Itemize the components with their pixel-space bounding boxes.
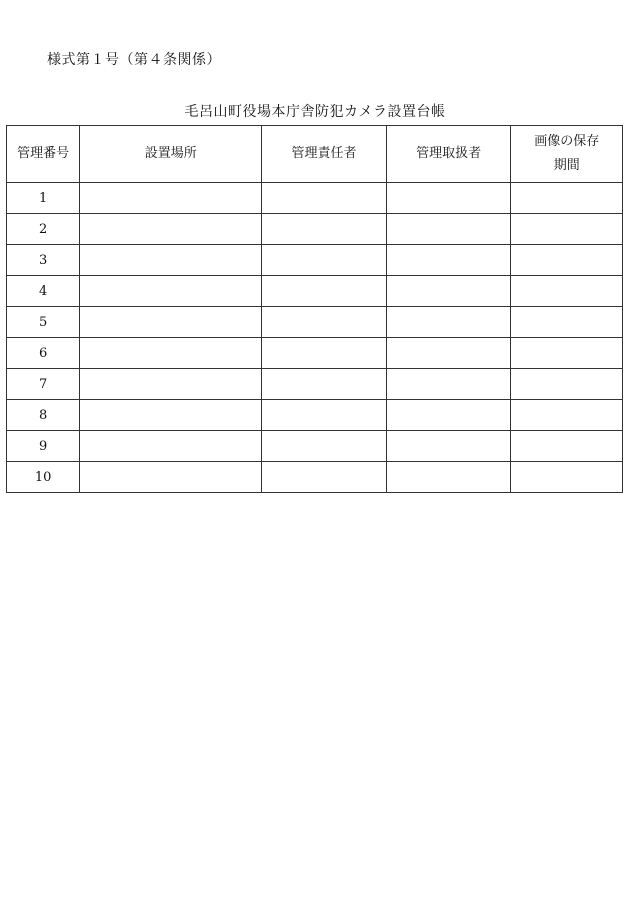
cell-number: 4 [7,276,80,307]
cell-location [80,338,262,369]
cell-responsible [262,369,387,400]
cell-retention [511,462,623,493]
cell-responsible [262,400,387,431]
header-installation-location: 設置場所 [80,126,262,183]
cell-handler [386,307,511,338]
table-row [7,183,623,214]
cell-responsible [262,245,387,276]
form-number: 様式第１号（第４条関係） [47,52,221,68]
table-row [7,369,623,400]
table-row [7,307,623,338]
cell-responsible [262,183,387,214]
table-row [7,338,623,369]
cell-handler [386,338,511,369]
cell-responsible [262,307,387,338]
table-row [7,276,623,307]
cell-retention [511,338,623,369]
table-row [7,245,623,276]
cell-responsible [262,214,387,245]
cell-handler [386,245,511,276]
cell-location [80,431,262,462]
header-retention-line1: 画像の保存 [534,134,600,149]
cell-location [80,245,262,276]
cell-retention [511,431,623,462]
cell-number: 5 [7,307,80,338]
table-row [7,214,623,245]
document-title: 毛呂山町役場本庁舎防犯カメラ設置台帳 [184,104,446,120]
header-retention-line2: 期間 [553,158,580,173]
cell-retention [511,183,623,214]
table-row [7,462,623,493]
cell-handler [386,276,511,307]
cell-location [80,307,262,338]
cell-retention [511,214,623,245]
cell-location [80,276,262,307]
cell-handler [386,431,511,462]
table-header-row [7,126,623,183]
table-row [7,400,623,431]
cell-responsible [262,276,387,307]
cell-number: 3 [7,245,80,276]
cell-location [80,214,262,245]
cell-handler [386,400,511,431]
cell-retention [511,400,623,431]
cell-retention [511,245,623,276]
cell-responsible [262,462,387,493]
cell-retention [511,307,623,338]
cell-responsible [262,431,387,462]
table-row [7,431,623,462]
header-handler: 管理取扱者 [386,126,511,183]
cell-location [80,400,262,431]
cell-handler [386,369,511,400]
header-responsible-manager: 管理責任者 [262,126,387,183]
cell-number: 1 [7,183,80,214]
cell-handler [386,214,511,245]
cell-handler [386,183,511,214]
cell-responsible [262,338,387,369]
header-management-number: 管理番号 [7,126,80,183]
cell-retention [511,276,623,307]
header-image-retention-period [511,126,623,183]
cell-retention [511,369,623,400]
camera-register-table [6,125,623,493]
cell-number: 7 [7,369,80,400]
cell-number: 2 [7,214,80,245]
cell-location [80,462,262,493]
cell-number: 9 [7,431,80,462]
cell-location [80,369,262,400]
cell-number: 6 [7,338,80,369]
cell-number: 10 [7,462,80,493]
cell-number: 8 [7,400,80,431]
cell-handler [386,462,511,493]
cell-location [80,183,262,214]
